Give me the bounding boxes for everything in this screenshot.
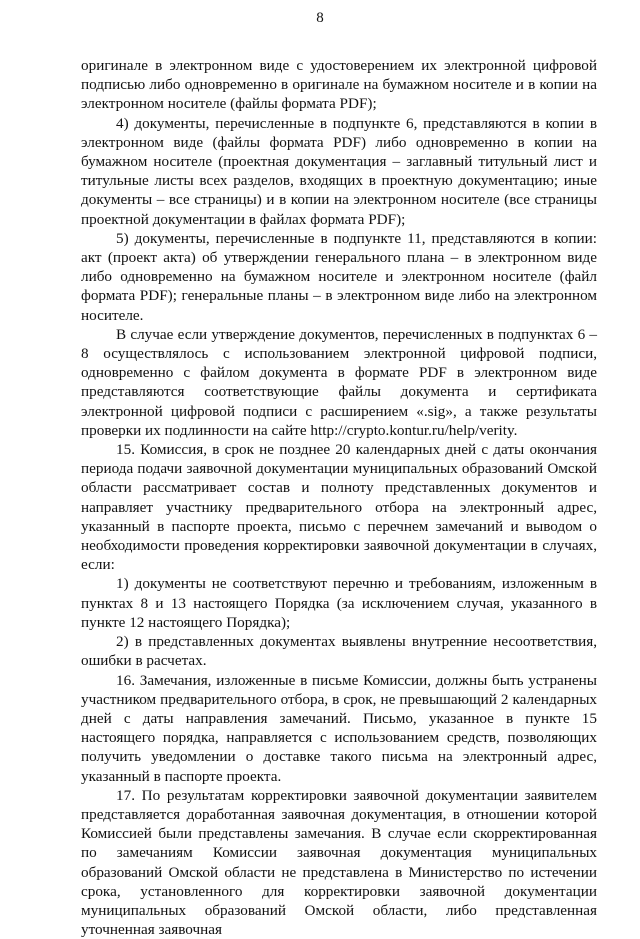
page-number: 8 (316, 10, 324, 26)
paragraph-17: 17. По результатам корректировки заявочной документации заявителем представляется доработанная заявочная документация, в отношении которой Комиссией были представлены замечания. В случае если скорректированная по замечаниям Комиссии заявочная документация муниципальных образований Омской области не представлена в Министерство по истечении срока, установленного для корректировки заявочной документации муниципальных образований Омской области, либо представленная уточненная заявочная (81, 786, 597, 939)
list-item-1: 1) документы не соответствуют перечню и требованиям, изложенным в пунктах 8 и 13 настоящего Порядка (за исключением случая, указанного в пункте 12 настоящего Порядка); (81, 575, 597, 631)
paragraph-continuation: оригинале в электронном виде с удостоверением их электронной цифровой подписью либо одновременно в оригинале на бумажном носителе и в копии на электронном носителе (файлы формата PDF); (81, 57, 597, 113)
document-body (81, 56, 597, 939)
list-item-5: 5) документы, перечисленные в подпункте 11, представляются в копии: акт (проект акта) об утверждении генерального плана – в электронном виде либо одновременно на бумажном носителе и электронном носителе (файл формата PDF); генеральные планы – в электронном виде либо на электронном носителе. (81, 229, 597, 324)
paragraph-16: 16. Замечания, изложенные в письме Комиссии, должны быть устранены участником предварительного отбора, в срок, не превышающий 2 календарных дней с даты направления замечаний. Письмо, указанное в пункте 15 настоящего порядка, направляется с использованием средств, позволяющих получить уведомлении о доставке такого письма на электронный адрес, указанный в паспорте проекта. (81, 671, 597, 785)
list-item-4: 4) документы, перечисленные в подпункте 6, представляются в копии в электронном виде (файлы формата PDF) либо одновременно в копии на бумажном носителе (проектная документация – заглавный титульный лист и титульные листы всех разделов, входящих в проектную документацию; иные документы – все страницы) и в копии на электронном носителе (все страницы проектной документации в файлах формата PDF); (81, 114, 597, 228)
paragraph-signature-note: В случае если утверждение документов, перечисленных в подпунктах 6 – 8 осуществлялось с использованием электронной цифровой подписи, одновременно с файлом документа в формате PDF в электронном виде представляются соответствующие файлы документа и сертификата электронной цифровой подписи с расширением «.sig», а также результаты проверки их подлинности на сайте http://crypto.kontur.ru/help/verity. (81, 325, 597, 439)
list-item-2: 2) в представленных документах выявлены внутренние несоответствия, ошибки в расчетах. (81, 633, 597, 670)
paragraph-15: 15. Комиссия, в срок не позднее 20 календарных дней с даты окончания периода подачи заявочной документации муниципальных образований Омской области рассматривает состав и полноту представленных документов и направляет участнику предварительного отбора на электронный адрес, указанный в паспорте проекта, письмо с перечнем замечаний и выводом о необходимости проведения корректировки заявочной документации в случаях, если: (81, 441, 597, 574)
